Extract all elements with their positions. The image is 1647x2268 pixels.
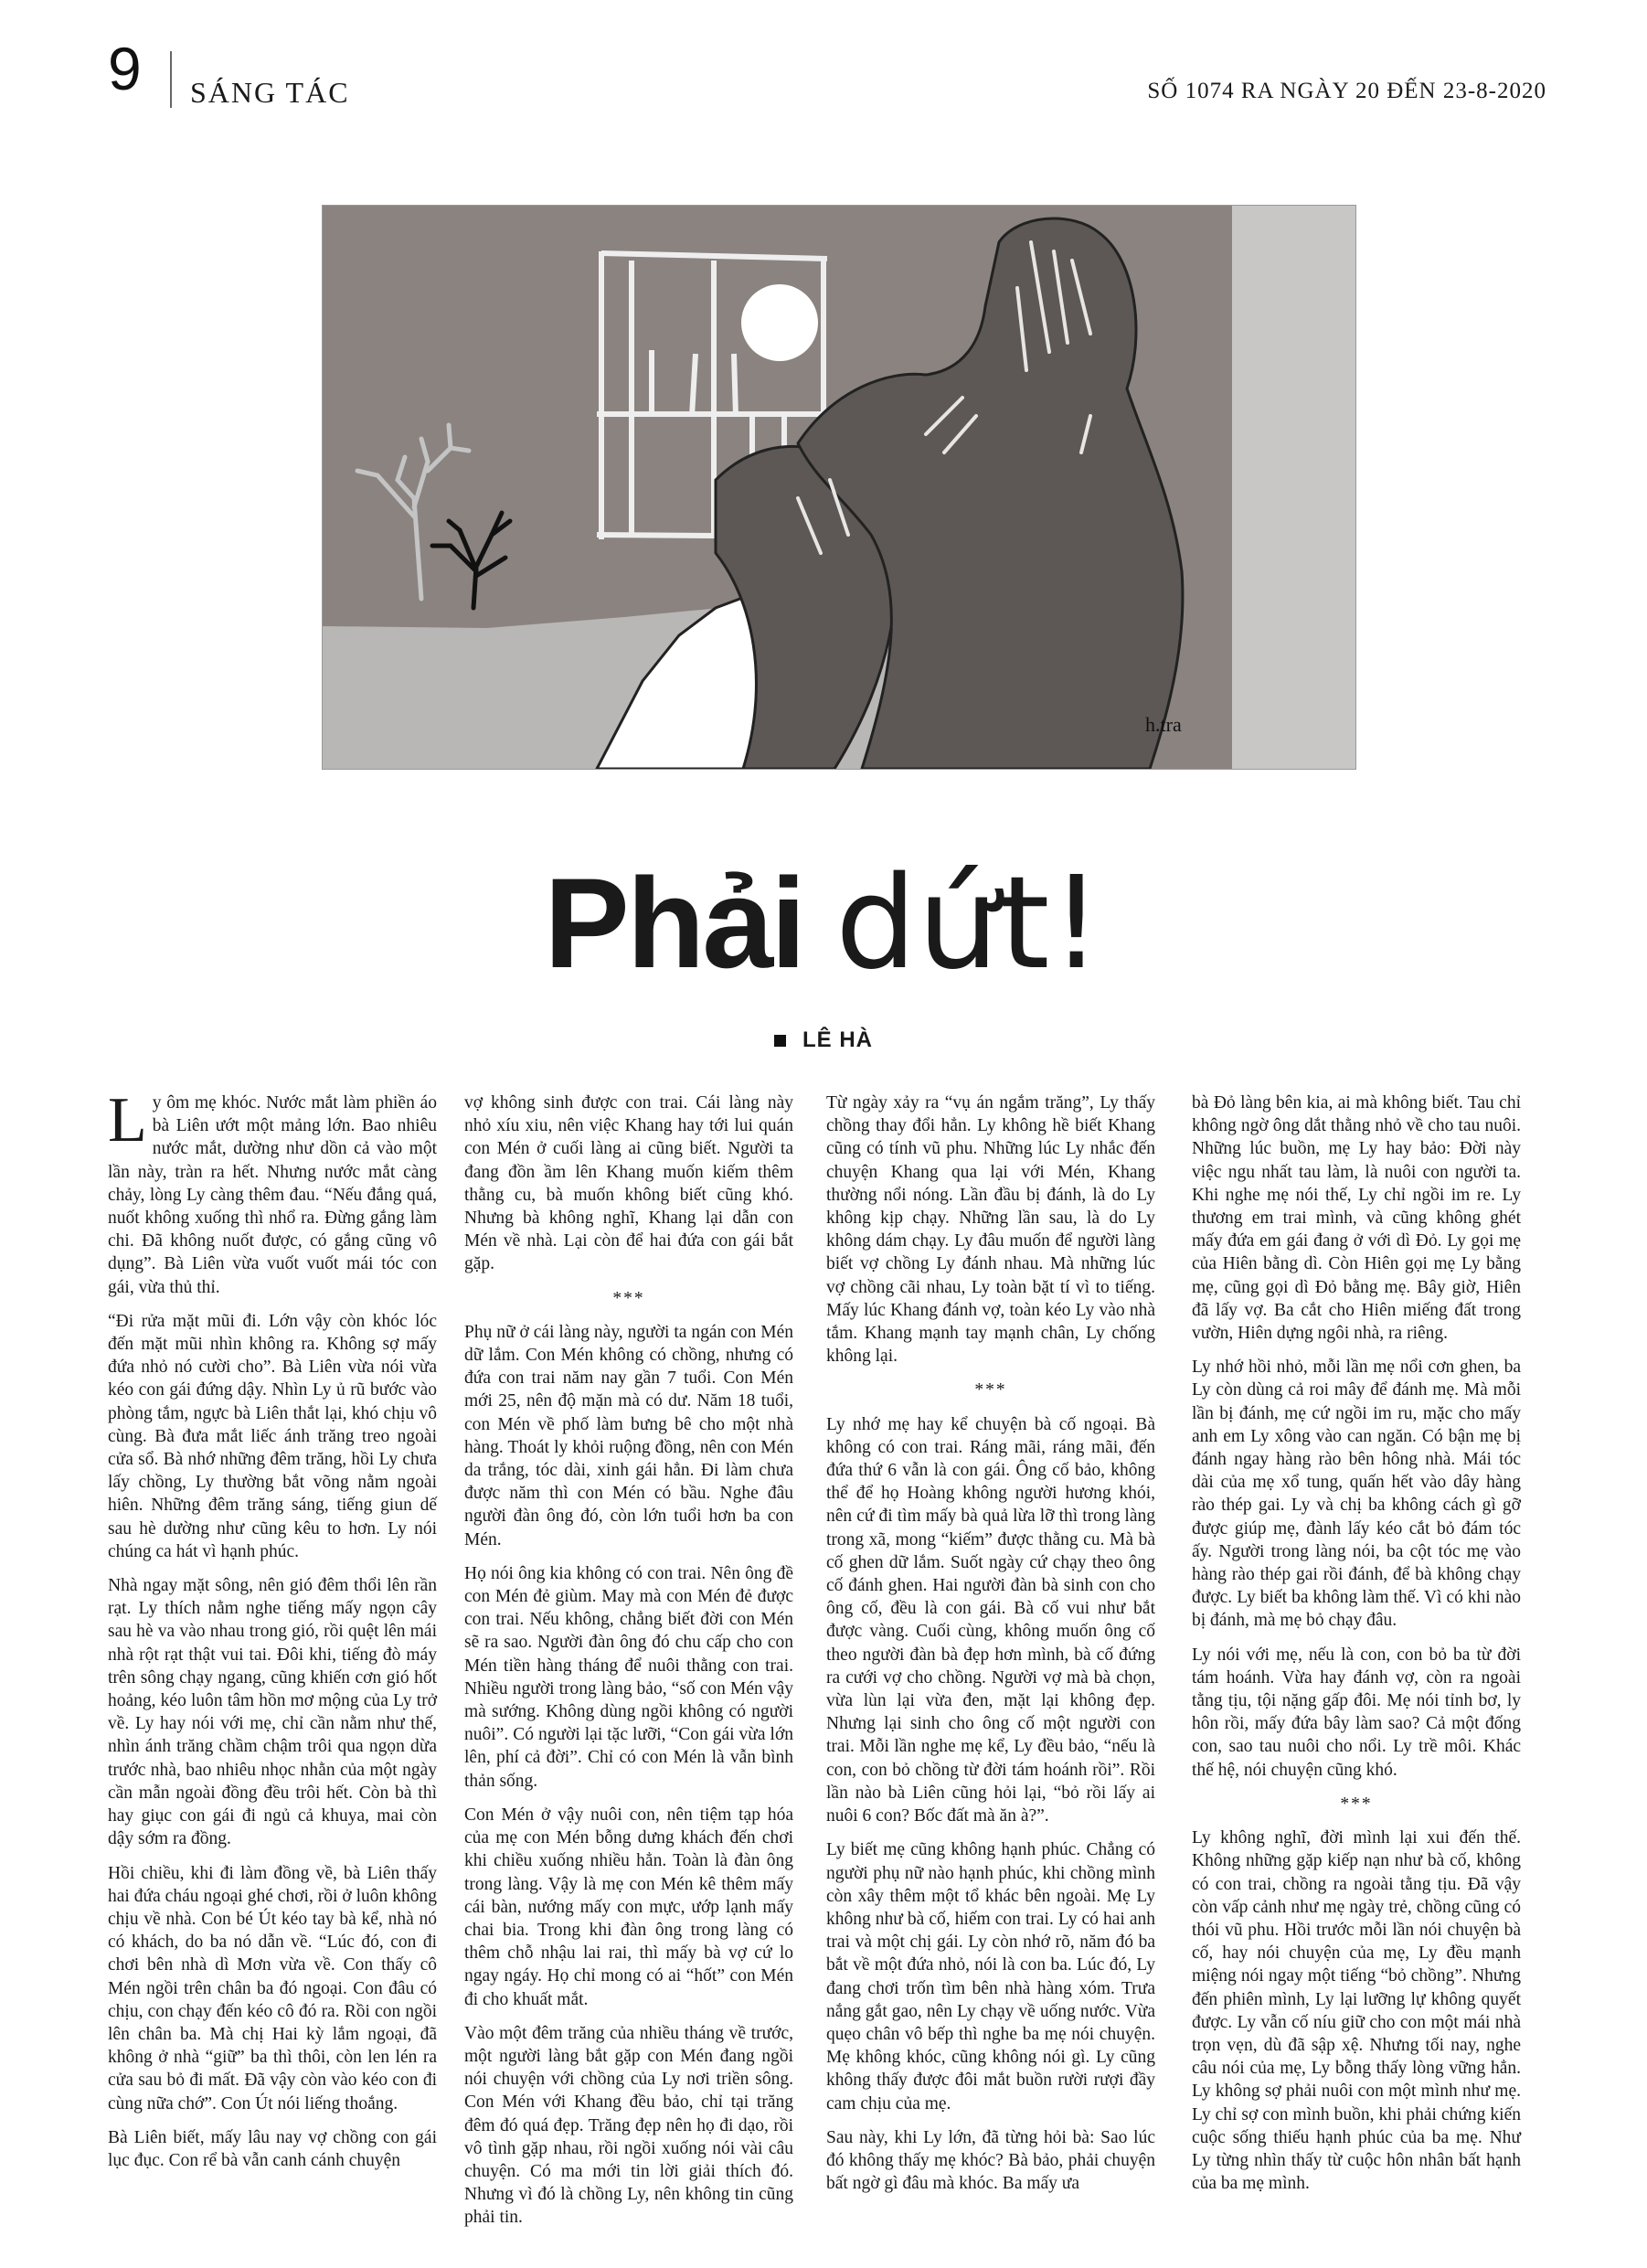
article-title: [0, 846, 1647, 1003]
paragraph: Từ ngày xảy ra “vụ án ngắm trăng”, Ly thấy chồng thay đổi hẳn. Ly không hề biết Khang cũng có tính vũ phu. Những lúc Ly nhắc đến chuyện Khang qua lại với Mén, Khang thường nổi nóng. Lần đầu bị đánh, là do Ly không kịp chạy. Những lần sau, là do Ly không dám chạy. Ly đâu muốn để người làng biết vợ chồng Ly đánh nhau. Mà những lúc vợ chồng cãi nhau, Ly toàn bặt tí vì to tiếng. Mấy lúc Khang đánh vợ, toàn kéo Ly vào nhà tắm. Khang mạnh tay mạnh chân, Ly chống không lại.: [826, 1093, 1155, 1367]
right-wall: [1232, 206, 1355, 769]
section-separator: ***: [1340, 1794, 1373, 1814]
article-illustration: [322, 205, 1356, 770]
page-number: 9: [108, 35, 142, 102]
section-separator: ***: [974, 1380, 1007, 1400]
section-name: SÁNG TÁC: [190, 76, 350, 109]
paragraph: Sau này, khi Ly lớn, đã từng hỏi bà: Sao lúc đó không thấy mẹ khóc? Bà bảo, phải chuyện bất ngờ gì đâu mà khóc. Ba mấy ưa: [826, 2127, 1155, 2194]
paragraph: Ly nhớ mẹ hay kể chuyện bà cố ngoại. Bà không có con trai. Ráng mãi, ráng mãi, đến đứa thứ 6 vẫn là con gái. Ông cố bảo, không thể để họ Hoàng không người hương khói, nên cứ đi tìm mấy bà quả lừa lỡ thì trong làng trong xã, mong “kiếm” được thằng cu. Mà bà cố ghen dữ lắm. Suốt ngày cứ chạy theo ông cố đánh ghen. Hai người đàn bà sinh con cho ông cố, đều là con gái. Bà cố vui như bắt được vàng. Cuối cùng, không muốn ông cố theo người đàn bà đẹp hơn mình, bà cố đứng ra cưới vợ cho chồng. Người vợ mà bà chọn, vừa lùn lại vừa đen, mặt lại không đẹp. Nhưng lại sinh cho ông cố một người con trai. Mỗi lần nghe mẹ kể, Ly đều bảo, “nếu là con, con bỏ chồng từ đời tám hoánh rồi”. Rồi lần nào bà Liên cũng hỏi lại, “bỏ rồi lấy ai nuôi 6 con? Bốc đất mà ăn à?”.: [826, 1414, 1155, 1826]
paragraph: Phụ nữ ở cái làng này, người ta ngán con Mén dữ lắm. Con Mén không có chồng, nhưng có đứa con trai năm nay gần 7 tuổi. Con Mén mới 25, nên độ mặn mà có dư. Năm 18 tuổi, con Mén về phố làm bưng bê cho một nhà hàng. Thoát ly khỏi ruộng đồng, nên con Mén da trắng, tóc dài, xinh gái hẳn. Đi làm chưa được năm thì con Mén có bầu. Nghe đâu người đàn ông đó, còn lớn tuổi hơn ba con Mén.: [464, 1322, 793, 1549]
paragraph: Ly nói với mẹ, nếu là con, con bỏ ba từ đời tám hoánh. Vừa hay đánh vợ, còn ra ngoài tằng tịu, tội nặng gấp đôi. Mẹ nói tỉnh bơ, ly hôn rồi, mấy đứa bây làm sao? Cả một đống con, sao tau nuôi cho nổi. Ly trề môi. Khác thế hệ, nói chuyện cũng khó.: [1192, 1645, 1521, 1780]
issue-info: SỐ 1074 RA NGÀY 20 ĐẾN 23-8-2020: [1147, 79, 1546, 103]
paragraph: bà Đỏ làng bên kia, ai mà không biết. Tau chỉ không ngờ ông dắt thằng nhỏ về cho tau nuôi. Những lúc buồn, mẹ Ly hay bảo: Đời này việc ngu nhất tau làm, là nuôi con người ta. Khi nghe mẹ nói thế, Ly chỉ ngồi im re. Ly thương em trai mình, và cũng không ghét mấy đứa em gái đang ở với dì Đỏ. Ly gọi mẹ của Hiên bằng dì. Còn Hiên gọi mẹ Ly bằng mẹ, cũng gọi dì Đỏ bằng mẹ. Bây giờ, Hiên đã lấy vợ. Ba cắt cho Hiên miếng đất trong vườn, Hiên dựng ngôi nhà, ra riêng.: [1192, 1093, 1521, 1344]
author-byline: [0, 1028, 1647, 1053]
text-column-4: [1192, 1091, 1521, 2206]
header-divider: [170, 51, 172, 108]
author-name: LÊ HÀ: [802, 1028, 873, 1052]
text-column-2: [464, 1091, 793, 2241]
section-separator: ***: [612, 1288, 645, 1308]
bullet-square-icon: [774, 1035, 786, 1047]
text-column-1: [108, 1085, 437, 2183]
paragraph: Nhà ngay mặt sông, nên gió đêm thổi lên rần rạt. Ly thích nằm nghe tiếng mấy ngọn cây sau hè va vào nhau trong gió, rồi quệt lên mái nhà rột rạt thật vui tai. Đôi khi, tiếng đò máy trên sông chạy ngang, cũng khiến cơn gió hốt hoảng, kéo luôn tâm hồn mơ mộng của Ly trở về. Ly hay nói với mẹ, chỉ cần nằm như thế, nhìn ánh trăng chầm chậm trôi qua ngọn dừa trước nhà, bao nhiêu nhọc nhằn của một ngày cần mẫn ngoài đồng đều trôi hết. Còn bà thì hay giục con gái đi ngủ cả khuya, mai còn dậy sớm ra đồng.: [108, 1576, 437, 1849]
paragraph: [108, 1085, 437, 1299]
paragraph: Hồi chiều, khi đi làm đồng về, bà Liên thấy hai đứa cháu ngoại ghé chơi, rồi ở luôn không chịu về nhà. Con bé Út kéo tay bà kể, nhà nó có khách, do ba nó dẫn về. “Lúc đó, con đi chơi bên nhà dì Mơn vừa về. Con thấy cô Mén ngồi trên chân ba đó ngoại. Con đâu có chịu, con chạy đến kéo cô đó ra. Rồi con ngồi lên chân ba. Mà chị Hai kỳ lắm ngoại, đã không ở nhà “giữ” ba thì thôi, còn len lén ra cửa sau bỏ đi mất. Đã vậy còn vào kéo con đi cùng nữa chớ”. Con Út nói liếng thoắng.: [108, 1863, 437, 2114]
paragraph: Họ nói ông kia không có con trai. Nên ông đề con Mén đẻ giùm. May mà con Mén đẻ được con trai. Nếu không, chẳng biết đời con Mén sẽ ra sao. Người đàn ông đó chu cấp cho con Mén tiền hàng tháng để nuôi thằng con trai. Nhiều người trong làng bảo, “số con Mén vậy mà sướng. Không dùng ngồi không có người nuôi”. Có người lại tặc lưỡi, “Con gái vừa lớn lên, phí cả đời”. Chỉ có con Mén là vẫn bình thản sống.: [464, 1563, 793, 1791]
illustrator-signature: h.tra: [1145, 713, 1182, 736]
paragraph: vợ không sinh được con trai. Cái làng này nhỏ xíu xiu, nên việc Khang hay tới lui quán con Mén ở cuối làng ai cũng biết. Người ta đang đồn ầm lên Khang muốn kiếm thêm thằng cu, bà muốn không biết cũng khó. Nhưng bà không nghĩ, Khang lại dẫn con Mén về nhà. Lại còn để hai đứa con gái bắt gặp.: [464, 1093, 793, 1274]
paragraph: Ly nhớ hồi nhỏ, mỗi lần mẹ nổi cơn ghen, ba Ly còn dùng cả roi mây để đánh mẹ. Mà mỗi lần bị đánh, mẹ cứ ngồi im ru, mặc cho mấy anh em Ly xông vào can ngăn. Có bận mẹ bị đánh ngay hàng rào bên hông nhà. Mái tóc dài của mẹ xổ tung, quấn hết vào dây hàng rào thép gai. Ly và chị ba không cách gì gỡ được giúp mẹ, đành lấy kéo cắt bỏ đám tóc ấy. Người trong làng nói, ba cột tóc mẹ vào hàng rào thép gai rồi đánh, để bà không chạy được. Ly biết ba không làm thế. Vì có khi nào bị đánh, mà mẹ bỏ chạy đâu.: [1192, 1358, 1521, 1631]
title-light-part: dứt!: [835, 849, 1103, 998]
page-header: [0, 0, 1647, 119]
paragraph: Con Mén ở vậy nuôi con, nên tiệm tạp hóa của mẹ con Mén bỗng dưng khách đến chơi khi chiều xuống nhiều hẳn. Toàn là đàn ông trong làng. Vậy là mẹ con Mén kê thêm mấy cái bàn, nướng mấy con mực, ướp lạnh mấy chai bia. Trong khi đàn ông trong làng có thêm chỗ nhậu lai rai, thì mấy bà vợ cứ lo ngay ngáy. Họ chỉ mong có ai “hốt” con Mén đi cho khuất mắt.: [464, 1805, 793, 2009]
paragraph: Ly biết mẹ cũng không hạnh phúc. Chẳng có người phụ nữ nào hạnh phúc, khi chồng mình còn xây thêm một tổ khác bên ngoài. Mẹ Ly không như bà cố, hiếm con trai. Ly có hai anh trai và một chị gái. Ly còn nhớ rõ, năm đó ba bắt về một đứa nhỏ, nói là con ba. Lúc đó, Ly đang chơi trốn tìm bên nhà hàng xóm. Trưa nắng gắt gao, nên Ly chạy về uống nước. Vừa quẹo chân vô bếp thì nghe ba mẹ nói chuyện. Mẹ không khóc, cũng không nói gì. Ly cũng không thấy được đôi mắt buồn rười rượi đầy cam chịu của mẹ.: [826, 1840, 1155, 2114]
drop-cap: L: [108, 1085, 147, 1155]
paragraph: “Đi rửa mặt mũi đi. Lớn vậy còn khóc lóc đến mặt mũi nhìn không ra. Không sợ mấy đứa nhỏ nó cười cho”. Bà Liên vừa nói vừa kéo con gái đứng dậy. Nhìn Ly ủ rũ bước vào phòng tắm, ngực bà Liên thắt lại, khó chịu vô cùng. Bà đưa mắt liếc ánh trăng treo ngoài cửa sổ. Bà nhớ những đêm trăng, hồi Ly chưa lấy chồng, Ly thường bắt võng nằm ngoài hiên. Những đêm trăng sáng, tiếng giun dế sau hè dường như cũng kêu to hơn. Ly nói chúng ca hát vì hạnh phúc.: [108, 1311, 437, 1561]
paragraph-text: y ôm mẹ khóc. Nước mắt làm phiền áo bà Liên ướt một mảng lớn. Bao nhiêu nước mắt, dường như dồn cả vào một lần này, tràn ra hết. Nhưng nước mắt càng chảy, lòng Ly càng thêm đau. “Nếu đắng quá, nuốt không xuống thì nhổ ra. Đừng gắng làm chi. Đã không nuốt được, có gắng cũng vô dụng”. Bà Liên vừa vuốt vuốt mái tóc con gái, vừa thủ thỉ.: [108, 1093, 437, 1297]
paragraph: Ly không nghĩ, đời mình lại xui đến thế. Không những gặp kiếp nạn như bà cố, không có con trai, chồng ra ngoài tằng tịu. Đã vậy còn vấp cảnh như mẹ ngày trẻ, chồng cũng có thói vũ phu. Hồi trước mỗi lần nói chuyện bà cố, hay nói chuyện của mẹ, Ly đều mạnh miệng nói ngay một tiếng “bỏ chồng”. Nhưng đến phiên mình, Ly lại lưỡng lự không quyết được. Ly vẫn cố níu giữ cho con một mái nhà trọn vẹn, dù đã sập xệ. Nhưng tối nay, nghe câu nói của mẹ, Ly bỗng thấy lòng vững hẳn. Ly không sợ phải nuôi con một mình như mẹ. Ly chỉ sợ con mình buồn, khi phải chứng kiến cuộc sống thiếu hạnh phúc của ba mẹ. Như Ly từng nhìn thấy từ cuộc hôn nhân bất hạnh của ba mẹ mình.: [1192, 1828, 1521, 2194]
moon-icon: [741, 284, 818, 361]
paragraph: Vào một đêm trăng của nhiều tháng về trước, một người làng bắt gặp con Mén đang ngồi nói chuyện với chồng của Ly nơi triền sông. Con Mén với Khang đều bảo, chỉ tại trăng đêm đó quá đẹp. Trăng đẹp nên họ đi dạo, rồi vô tình gặp nhau, rồi ngồi xuống nói vài câu chuyện. Có ma mới tin lời giải thích đó. Nhưng vì đó là chồng Ly, nên không tin cũng phải tin.: [464, 2023, 793, 2228]
text-column-3: [826, 1091, 1155, 2206]
paragraph: Bà Liên biết, mấy lâu nay vợ chồng con gái lục đục. Con rể bà vẫn canh cánh chuyện: [108, 2127, 437, 2170]
illustration-svg: [323, 206, 1355, 769]
title-bold-part: Phải: [544, 851, 804, 995]
